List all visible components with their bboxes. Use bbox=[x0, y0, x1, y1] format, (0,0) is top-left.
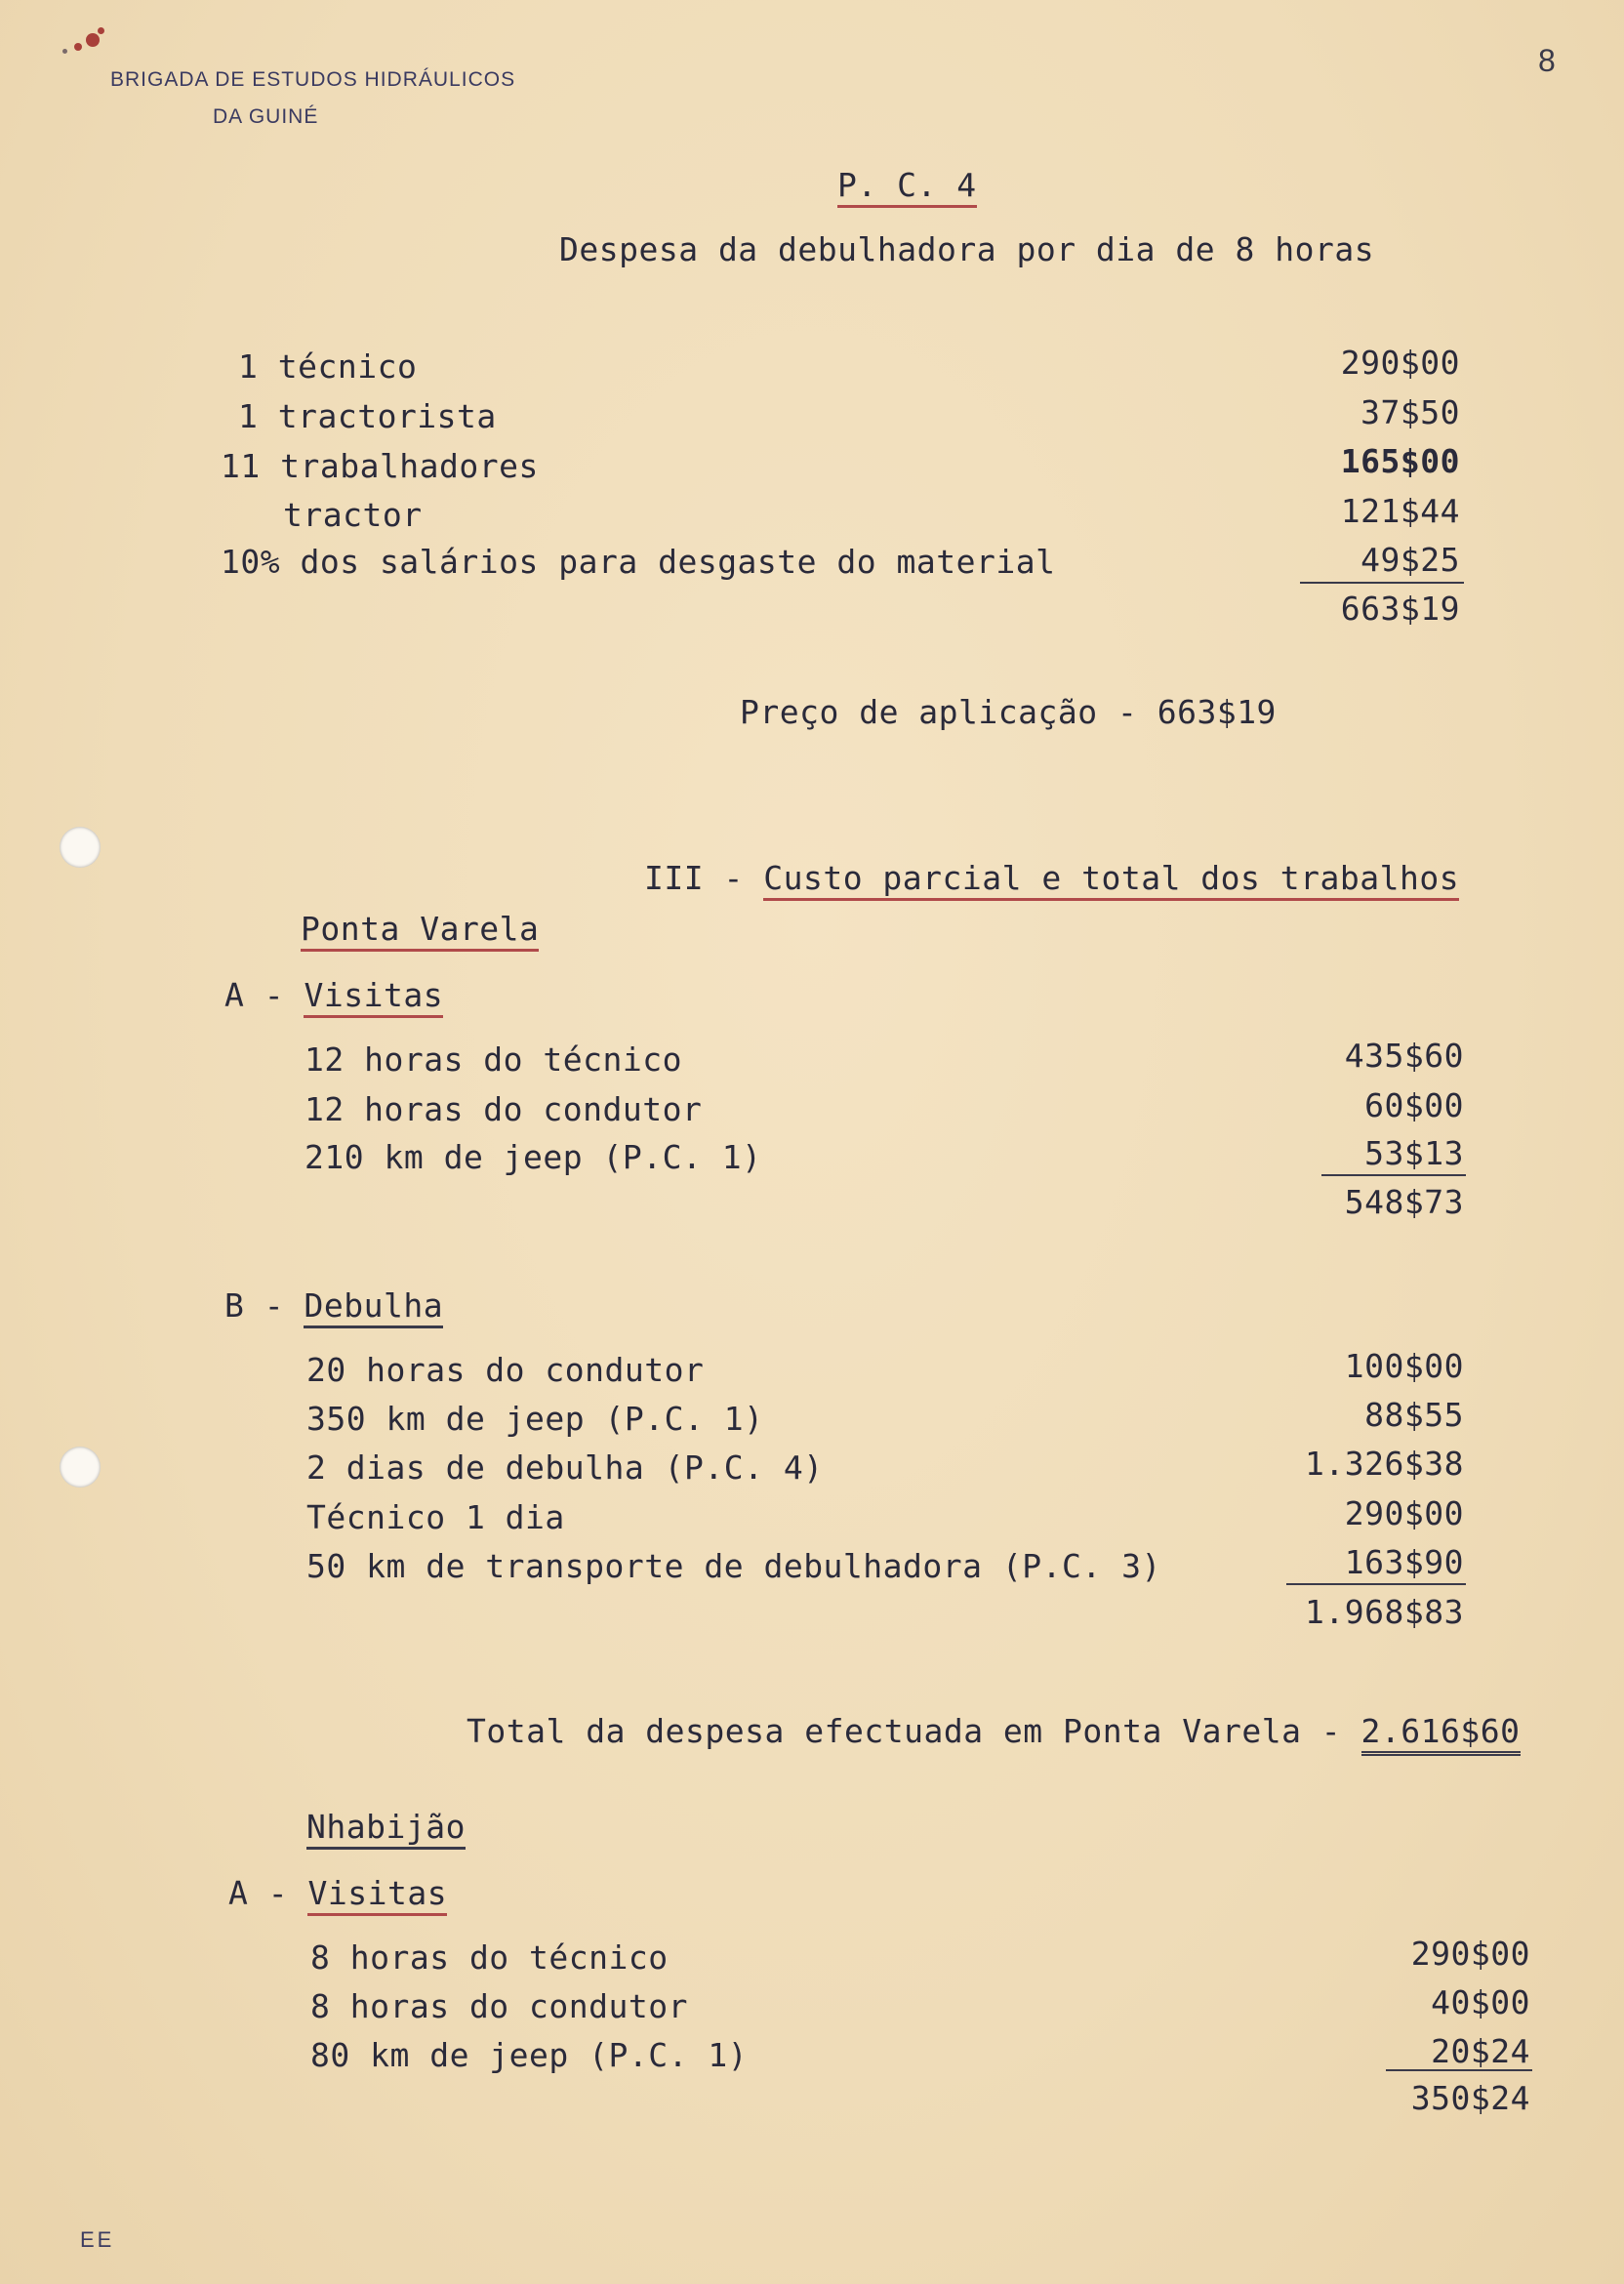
nh-visitas-item-label: 8 horas do condutor bbox=[310, 1987, 688, 2025]
subsection-title: Visitas bbox=[304, 976, 443, 1018]
pv-debulha-item-value: 290$00 bbox=[1344, 1494, 1464, 1532]
nh-visitas-item-label: 80 km de jeep (P.C. 1) bbox=[310, 2036, 749, 2074]
nh-visitas-total: 350$24 bbox=[1410, 2079, 1530, 2117]
pc4-item-value: 37$50 bbox=[1360, 393, 1460, 431]
pv-visitas-item-value: 60$00 bbox=[1364, 1086, 1464, 1124]
subsection-title: Visitas bbox=[307, 1874, 447, 1916]
section-prefix: III - bbox=[644, 859, 764, 897]
location-name: Ponta Varela bbox=[301, 910, 539, 952]
pv-debulha-item-value: 100$00 bbox=[1344, 1347, 1464, 1385]
subsection-letter: A - bbox=[228, 1874, 308, 1912]
page-number: 8 bbox=[1538, 43, 1556, 78]
pv-debulha-item-label: 50 km de transporte de debulhadora (P.C. 3) bbox=[306, 1547, 1161, 1585]
org-name-line2: DA GUINÉ bbox=[213, 105, 319, 128]
pv-visitas-item-label: 12 horas do técnico bbox=[304, 1040, 682, 1079]
sum-rule bbox=[1286, 1583, 1466, 1585]
pv-debulha-item-value: 88$55 bbox=[1364, 1396, 1464, 1434]
pc4-item-value: 165$00 bbox=[1340, 442, 1460, 480]
pc4-item-label: 10% dos salários para desgaste do material bbox=[221, 543, 1056, 581]
sum-rule bbox=[1321, 1174, 1466, 1176]
pv-visitas-item-value: 53$13 bbox=[1364, 1134, 1464, 1172]
pc4-item-label: 11 trabalhadores bbox=[221, 447, 539, 485]
nh-visitas-item-value: 40$00 bbox=[1431, 1983, 1530, 2021]
punch-hole bbox=[60, 1447, 101, 1488]
pc4-title bbox=[837, 166, 977, 204]
subsection-heading bbox=[224, 1286, 443, 1325]
pv-debulha-item-label: 2 dias de debulha (P.C. 4) bbox=[306, 1448, 824, 1487]
nh-visitas-item-label: 8 horas do técnico bbox=[310, 1938, 669, 1977]
pv-grand-total bbox=[467, 1712, 1521, 1750]
subsection-heading bbox=[228, 1874, 447, 1912]
location-heading bbox=[306, 1808, 466, 1846]
pc4-title-text: P. C. 4 bbox=[837, 166, 977, 208]
subsection-letter: B - bbox=[224, 1286, 304, 1325]
sum-rule bbox=[1386, 2069, 1532, 2071]
pv-debulha-item-label: 350 km de jeep (P.C. 1) bbox=[306, 1400, 764, 1438]
pc4-item-label: tractor bbox=[283, 496, 423, 534]
sum-rule bbox=[1300, 582, 1464, 584]
pv-debulha-item-label: 20 horas do condutor bbox=[306, 1351, 705, 1389]
pv-grand-total-label: Total da despesa efectuada em Ponta Varela - bbox=[467, 1712, 1361, 1750]
location-heading bbox=[301, 910, 539, 948]
nh-visitas-item-value: 20$24 bbox=[1431, 2032, 1530, 2070]
pv-visitas-item-label: 12 horas do condutor bbox=[304, 1090, 703, 1128]
nh-visitas-item-value: 290$00 bbox=[1410, 1935, 1530, 1973]
pc4-subtitle: Despesa da debulhadora por dia de 8 horas bbox=[559, 230, 1375, 268]
pv-visitas-total: 548$73 bbox=[1344, 1183, 1464, 1221]
pc4-item-value: 49$25 bbox=[1360, 541, 1460, 579]
pc4-item-value: 121$44 bbox=[1340, 492, 1460, 530]
pv-debulha-item-label: Técnico 1 dia bbox=[306, 1498, 565, 1536]
pv-debulha-item-value: 1.326$38 bbox=[1305, 1445, 1464, 1483]
punch-hole bbox=[60, 827, 101, 868]
pv-grand-total-value: 2.616$60 bbox=[1361, 1712, 1521, 1756]
subsection-heading bbox=[224, 976, 443, 1014]
price-line: Preço de aplicação - 663$19 bbox=[740, 693, 1277, 731]
pv-debulha-total: 1.968$83 bbox=[1305, 1593, 1464, 1631]
org-name-line1: BRIGADA DE ESTUDOS HIDRÁULICOS bbox=[110, 68, 516, 91]
footer-initials: EE bbox=[80, 2227, 115, 2252]
pv-visitas-item-label: 210 km de jeep (P.C. 1) bbox=[304, 1138, 762, 1176]
pc4-item-label: 1 técnico bbox=[238, 347, 418, 386]
pv-debulha-item-value: 163$90 bbox=[1344, 1543, 1464, 1581]
location-name: Nhabijão bbox=[306, 1808, 466, 1850]
subsection-title: Debulha bbox=[304, 1286, 443, 1328]
pc4-item-label: 1 tractorista bbox=[238, 397, 497, 435]
pc4-item-value: 290$00 bbox=[1340, 344, 1460, 382]
pv-visitas-item-value: 435$60 bbox=[1344, 1037, 1464, 1075]
section-heading bbox=[644, 859, 1459, 897]
pc4-total: 663$19 bbox=[1340, 590, 1460, 628]
section-title: Custo parcial e total dos trabalhos bbox=[763, 859, 1459, 901]
subsection-letter: A - bbox=[224, 976, 304, 1014]
